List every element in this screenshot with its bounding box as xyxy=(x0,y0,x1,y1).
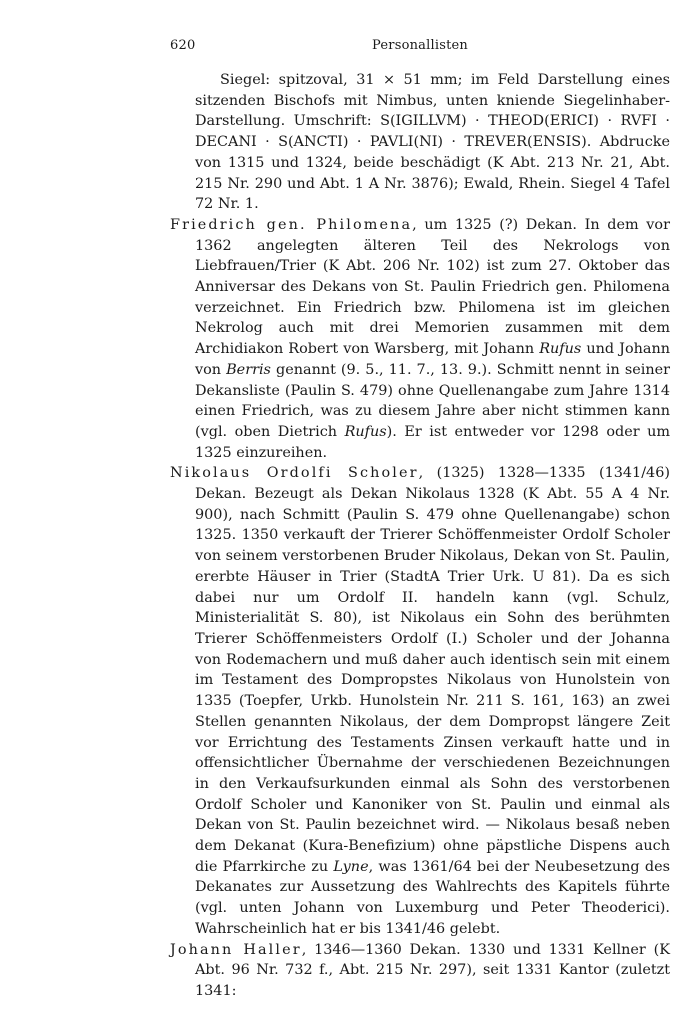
entry-name: Johann Haller xyxy=(170,941,302,958)
entry-friedrich-gen-philomena xyxy=(170,215,670,463)
entry-text: und Johann von xyxy=(195,341,670,378)
entry-name: Friedrich gen. Philomena xyxy=(170,216,413,233)
italic-term: Berris xyxy=(226,361,271,378)
entry-seal-description xyxy=(170,70,670,215)
entry-text: ). Er ist entweder vor 1298 oder um 1325 einzureihen. xyxy=(195,423,671,461)
entry-nikolaus-ordolfi-scholer xyxy=(170,463,670,939)
entry-name: Nikolaus Ordolfi Scholer xyxy=(170,465,419,482)
entry-text: , 1346—1360 Dekan. 1330 und 1331 Kellner (K Abt. 96 Nr. 732 f., Abt. 215 Nr. 297), seit 1331 Kantor (zuletzt 1341: xyxy=(195,941,671,999)
italic-term: Lyne xyxy=(333,858,369,875)
entry-text: , um 1325 (?) Dekan. In dem vor 1362 angelegten älteren Teil des Nekrologs von Liebfrauen/Trier (K Abt. 206 Nr. 102) ist zum 27. Oktober das Anniversar des Dekans von St. Paulin Friedrich gen. Philomena verzeichnet. Ein Friedrich bzw. Philomena ist im gleichen Nekrolog auch mit drei Memorien zusammen mit dem Archidiakon Robert von Warsberg, mit Johann xyxy=(195,216,670,358)
running-head xyxy=(170,38,670,60)
entry-text: Siegel: spitzoval, 31 × 51 mm; im Feld Darstellung eines sitzenden Bischofs mit Nimbus, unten kniende Siegelinhaber-Darstellung. Umschrift: S(IGILLVM) · THEOD(ERICI) · RVFI · DECANI · S(ANCTI) · PAVLI(NI) · TREVER(ENSIS). Abdrucke von 1315 und 1324, beide beschädigt (K Abt. 213 Nr. 21, Abt. 215 Nr. 290 und Abt. 1 A Nr. 3876); Ewald, Rhein. Siegel 4 Tafel 72 Nr. 1. xyxy=(195,72,670,213)
entry-text: genannt (9. 5., 11. 7., 13. 9.). Schmitt nennt in seiner Dekansliste (Paulin S. 479) ohne Quellenangabe zum Jahre 1314 einen Friedrich, was zu diesem Jahre aber nicht stimmen kann (vgl. oben Dietrich xyxy=(195,361,671,440)
entry-johann-haller xyxy=(170,940,670,1002)
running-title: Personallisten xyxy=(372,38,468,53)
entry-text: , (1325) 1328—1335 (1341/46) Dekan. Bezeugt als Dekan Nikolaus 1328 (K Abt. 55 A 4 Nr. 900), nach Schmitt (Paulin S. 479 ohne Quellenangabe) schon 1325. 1350 verkauft der Trierer Schöffenmeister Ordolf Scholer von seinem verstorbenen Bruder Nikolaus, Dekan von St. Paulin, ererbte Häuser in Trier (StadtA Trier Urk. U 81). Da es sich dabei nur um Ordolf II. handeln kann (vgl. Schulz, Ministerialität S. 80), ist Nikolaus ein Sohn des berühmten Trierer Schöffenmeisters Ordolf (I.) Scholer und der Johanna von Rodemachern und muß daher auch identisch sein mit einem im Testament des Dompropstes Nikolaus von Hunolstein von 1335 (Toepfer, Urkb. Hunolstein Nr. 211 S. 161, 163) an zwei Stellen genannten Nikolaus, der dem Dompropst längere Zeit vor Errichtung des Testaments Zinsen verkauft hatte und in offensichtlicher Übernahme der verschiedenen Bezeichnungen in den Verkaufsurkunden einmal als Sohn des verstorbenen Ordolf Scholer und Kanoniker von St. Paulin und einmal als Dekan von St. Paulin bezeichnet wird. — Nikolaus besaß neben dem Dekanat (Kura-Benefizium) ohne päpstliche Dispens auch die Pfarrkirche zu xyxy=(195,465,670,875)
italic-term: Rufus xyxy=(344,423,387,440)
italic-term: Rufus xyxy=(539,341,582,358)
entry-text: , was 1361/64 bei der Neubesetzung des Dekanates zur Aussetzung des Wahlrechts des Kapitels führte (vgl. unten Johann von Luxemburg und Peter Theoderici). Wahrscheinlich hat er bis 1341/46 gelebt. xyxy=(195,858,670,937)
book-page xyxy=(170,38,670,1002)
page-number: 620 xyxy=(170,38,196,53)
register-entries xyxy=(170,70,670,1002)
